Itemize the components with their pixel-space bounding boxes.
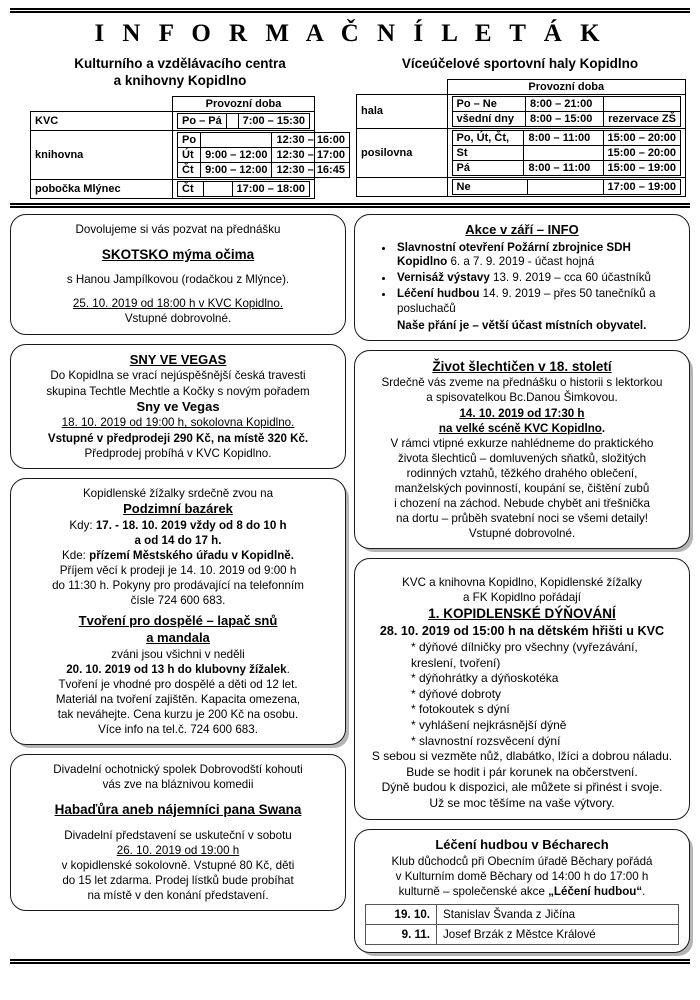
dynovani-list (365, 640, 679, 749)
right-column (354, 214, 690, 953)
slechticny-when2-dot: . (601, 421, 606, 435)
akce-item-bold: Léčení hudbou (397, 287, 480, 301)
dynovani-intro2: a FK Kopidlno pořádají (463, 591, 581, 605)
slechticny-when2: na velké scéně KVC Kopidlno (438, 421, 602, 435)
box-akce (354, 214, 690, 341)
leceni-date: 19. 10. (366, 904, 437, 924)
row-label: KVC (31, 111, 173, 130)
slechticny-line2: a spisovatelkou Bc.Danou Šimkovou. (426, 391, 618, 405)
bottom-rule (10, 959, 690, 964)
slechticny-body5: i chození na záchod. Nebude chybět ani třešnička (394, 496, 650, 510)
dynovani-intro1: KVC a knihovna Kopidlno, Kopidlenské žížalky (402, 576, 642, 590)
right-subtitle: Víceúčelové sportovní haly Kopidlno (401, 56, 639, 71)
leceni-line3-pre: kulturně – společenské akce (398, 884, 549, 898)
bazarek-kde-value: přízemí Městského úřadu v Kopidlně. (89, 548, 294, 562)
box-habadura (10, 754, 346, 911)
kvc-hours-table (30, 96, 345, 199)
akce-item-bold: Slavnostní otevření Požární zbrojnice SDH Kopidlno (397, 240, 631, 269)
leceni-line2: v Kulturním domě Běchary od 14:00 h do 17:00 h (395, 869, 649, 883)
habadura-intro2: vás zve na bláznivou komedii (102, 778, 254, 792)
slechticny-heading: Život šlechtičen v 18. století (432, 358, 612, 374)
dynovani-note1: S sebou si vezměte nůž, dlabátko, lžíci a dobrou náladu. (371, 749, 673, 764)
slechticny-body1: V rámci vtipné exkurze nahlédneme do praktického (390, 436, 654, 450)
habadura-when: 26. 10. 2019 od 19:00 h (116, 843, 240, 857)
leceni-schedule-table (365, 904, 679, 945)
bazarek-detail3: tak neváhejte. Cena kurzu je 200 Kč na osobu. (57, 708, 299, 721)
dynovani-when: 28. 10. 2019 od 15:00 h na dětském hřišti u KVC (379, 623, 665, 638)
vegas-line2: skupina Techtle Mechtle a Kočky s novým pořadem (46, 384, 310, 398)
list-item: * vyhlášení nejkrásnější dýně (411, 718, 567, 733)
hala-hours-header: Provozní doba (447, 79, 686, 94)
akce-item-rest: 6. a 7. 9. 2019 - účast hojná (447, 255, 595, 269)
list-item: * dýňohrátky a dýňoskotéka (411, 671, 559, 686)
table-row (366, 924, 679, 944)
flyer-page (0, 8, 700, 1000)
slechticny-body4: manželských povinností, koupání se, čištění zubů (394, 481, 650, 495)
box-skotsko (10, 214, 346, 335)
row-hours: Po, Út, Čt, 8:00 – 11:00 15:00 – 20:00 St 15:00 – 20:00 Pá 8:00 – 11:00 15:00 – 19:00 (447, 128, 686, 177)
akce-item-bold: Vernisáž výstavy (397, 271, 490, 285)
bazarek-kde-label: Kde: (62, 548, 86, 562)
slechticny-body2: života šlechticů – domluvených sňatků, složitých (397, 451, 647, 465)
page-title: I N F O R M A Č N Í L E T Á K (94, 20, 606, 47)
akce-item-rest: 13. 9. 2019 – cca 60 účastníků (489, 271, 651, 285)
leceni-line3 (365, 884, 679, 899)
bazarek-prijem3: čísle 724 600 683. (130, 593, 226, 607)
row-label: posilovna (357, 128, 448, 177)
list-item: * dýňové dobroty (411, 686, 502, 701)
row-hours: Po 12:30 – 16:00 Út 9:00 – 12:00 12:30 – 17:00 Čt 9:00 – 12:00 12:30 – 16:45 (173, 130, 315, 179)
dynovani-note3: Dýně budou k dispozici, ale můžete si přinést i svoje. (381, 780, 663, 795)
akce-list (365, 241, 679, 317)
row-label: pobočka Mlýnec (31, 179, 173, 198)
row-hours: Čt 17:00 – 18:00 (173, 179, 315, 198)
left-subtitle-line2: a knihovny Kopidlno (113, 72, 247, 88)
skotsko-with: s Hanou Jampílkovou (rodačkou z Mlýnce). (66, 273, 290, 287)
box-vegas (10, 344, 346, 469)
left-subtitle-line1: Kulturního a vzdělávacího centra (74, 56, 286, 71)
list-item: * dýňové dílničky pro všechny (vyřezávání, (411, 640, 638, 655)
row-label: hala (357, 94, 448, 128)
middle-rule (10, 203, 690, 208)
vegas-heading: SNY VE VEGAS (129, 351, 227, 367)
leceni-performer: Stanislav Švanda z Jičína (437, 904, 679, 924)
table-row (31, 130, 315, 179)
leceni-performer: Josef Brzák z Městce Králové (437, 924, 679, 944)
vegas-show: Sny ve Vegas (136, 398, 220, 414)
list-item (395, 271, 679, 286)
bazarek-kdy-label: Kdy: (69, 518, 93, 532)
leceni-line1: Klub důchodců při Obecním úřadě Běchary pořádá (391, 854, 653, 868)
bazarek-when2-bold: 20. 10. 2019 od 13 h do klubovny žížalek (66, 662, 287, 676)
header-right (350, 56, 690, 197)
row-label: knihovna (31, 130, 173, 179)
bazarek-when2 (21, 662, 335, 677)
slechticny-body6: na dortu – průběh svatební noci se všemi detaily! (396, 511, 648, 525)
header-columns (10, 56, 690, 199)
bazarek-kde (21, 548, 335, 563)
list-item (395, 241, 679, 271)
row-label (357, 177, 448, 196)
skotsko-entry: Vstupné dobrovolné. (124, 312, 232, 326)
bazarek-heading2-line2: a mandala (146, 629, 210, 645)
table-header-row (357, 79, 686, 94)
box-leceni-hudbou (354, 829, 690, 953)
box-bazarek (10, 478, 346, 745)
left-column (10, 214, 346, 953)
list-item: * slavnostní rozsvěcení dýní (411, 733, 561, 748)
list-item: * fotokoutek s dýní (411, 702, 510, 717)
row-hours: Ne 17:00 – 19:00 (447, 177, 686, 196)
habadura-line1: Divadelní představení se uskuteční v sobotu (64, 828, 292, 842)
akce-item-rest: 14. 9. 2019 – přes 50 tanečníků a posluchačů (397, 287, 656, 315)
bazarek-kdy-value: 17. - 18. 10. 2019 vždy od 8 do 10 h (95, 518, 287, 532)
bazarek-detail1: Tvoření je vhodné pro dospělé a děti od 12 let. (58, 677, 298, 691)
bazarek-kdy (21, 518, 335, 533)
top-rule (10, 8, 690, 13)
bazarek-detail4: Více info na tel.č. 724 600 683. (98, 723, 258, 737)
table-header-row (31, 96, 315, 111)
slechticny-body3: rodinných vztahů, těžkého drahého oblečení, (406, 466, 638, 480)
list-item (395, 287, 679, 317)
habadura-heading: Habaďůra aneb nájemníci pana Swana (54, 802, 302, 818)
bazarek-heading: Podzimní bazárek (123, 500, 233, 516)
habadura-line4: na místě v den konání představení. (87, 889, 269, 903)
bazarek-heading2-line1: Tvoření pro dospělé – lapač snů (78, 612, 278, 628)
table-row (31, 111, 315, 130)
vegas-presale: Předprodej probíhá v KVC Kopidlno. (84, 446, 272, 460)
bazarek-when2-rest: . (286, 662, 290, 676)
bazarek-kdy-value2: a od 14 do 17 h. (134, 533, 222, 547)
habadura-intro1: Divadelní ochotnický spolek Dobrovodští kohouti (53, 763, 303, 777)
slechticny-when2-wrap (365, 421, 679, 436)
bazarek-invite: zváni jsou všichni v neděli (111, 647, 245, 661)
left-subtitle (10, 56, 350, 90)
habadura-line2: v kopidlenské sokolovně. Vstupné 80 Kč, děti (61, 858, 295, 872)
slechticny-line1: Srdečně vás zveme na přednášku o historii s lektorkou (381, 376, 663, 390)
vegas-when: 18. 10. 2019 od 19:00 h, sokolovna Kopidlno. (61, 416, 295, 430)
bazarek-detail2: Materiál na tvoření zajištěn. Kapacita omezena, (55, 692, 301, 706)
leceni-line3-post: . (642, 884, 646, 898)
vegas-line1: Do Kopidlna se vrací nejúspěšnější česká travesti (50, 369, 306, 383)
header-left (10, 56, 350, 199)
box-dynovani (354, 558, 690, 820)
table-row (357, 94, 686, 128)
vegas-price: Vstupné v předprodeji 290 Kč, na místě 320 Kč. (47, 431, 309, 445)
table-row (357, 128, 686, 177)
table-row (357, 177, 686, 196)
skotsko-when: 25. 10. 2019 od 18:00 h v KVC Kopidlno. (72, 297, 284, 311)
slechticny-when1: 14. 10. 2019 od 17:30 h (459, 406, 585, 420)
row-hours: Po – Pá 7:00 – 15:30 (173, 111, 315, 130)
table-row (31, 179, 315, 198)
main-columns (10, 214, 690, 953)
slechticny-entry: Vstupné dobrovolné. (468, 527, 576, 541)
skotsko-intro: Dovolujeme si vás pozvat na přednášku (75, 222, 281, 236)
table-row (366, 904, 679, 924)
row-hours: Po – Ne 8:00 – 21:00 všední dny 8:00 – 15:00 rezervace ZŠ (447, 94, 686, 128)
akce-wish: Naše přání je – větší účast místních obyvatel. (397, 318, 647, 332)
skotsko-heading: SKOTSKO mýma očima (101, 246, 255, 262)
habadura-line3: do 15 let zdarma. Prodej lístků bude probíhat (62, 873, 294, 887)
leceni-heading: Léčení hudbou v Bécharech (435, 836, 609, 852)
leceni-date: 9. 11. (366, 924, 437, 944)
bazarek-prijem2: do 11:30 h. Pokyny pro prodávající na telefonním (52, 578, 304, 592)
akce-heading: Akce v září – INFO (465, 221, 579, 237)
kvc-hours-header: Provozní doba (173, 96, 315, 111)
list-item: kreslení, tvoření) (411, 655, 501, 670)
hala-hours-table (356, 79, 686, 197)
bazarek-prijem1: Příjem věcí k prodeji je 14. 10. 2019 od 9:00 h (59, 563, 297, 577)
bazarek-intro: Kopidlenské žížalky srdečně zvou na (82, 486, 274, 500)
dynovani-heading: 1. KOPIDLENSKÉ DÝŇOVÁNÍ (428, 606, 616, 622)
blank-corner-cell (357, 79, 448, 94)
blank-corner-cell (31, 96, 173, 111)
box-slechticny (354, 350, 690, 549)
dynovani-note2: Bude se hodit i pár korunek na občerstvení. (406, 764, 638, 779)
leceni-line3-bold: „Léčení hudbou“ (548, 884, 643, 898)
dynovani-note4: Už se moc těšíme na vaše výtvory. (429, 796, 615, 811)
